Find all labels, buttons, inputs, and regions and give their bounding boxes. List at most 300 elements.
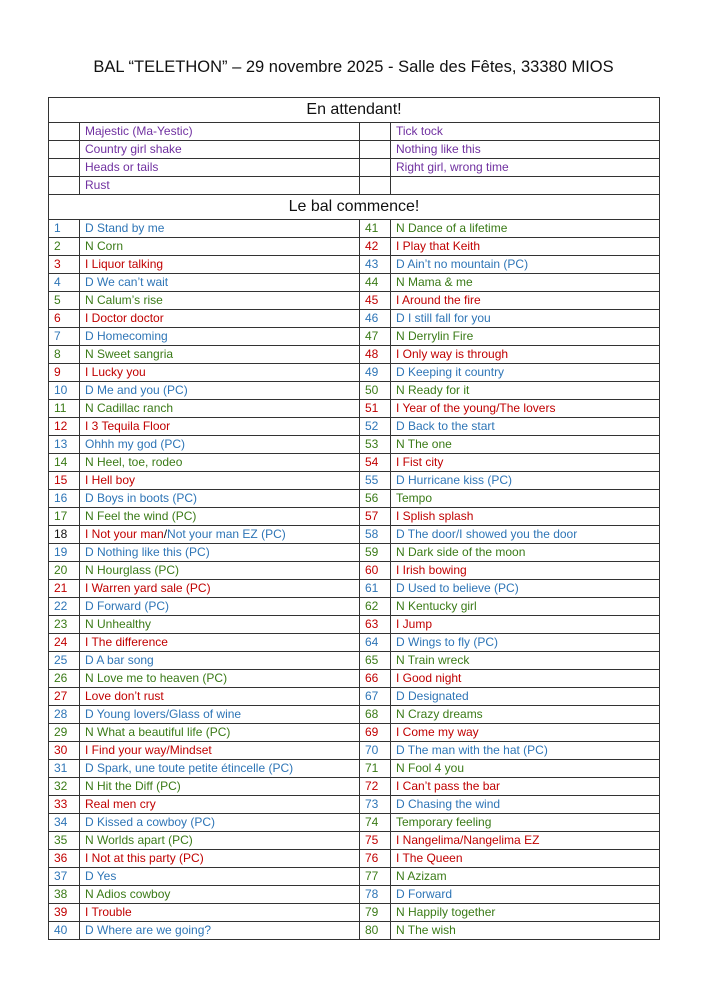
song-title-cell [391, 850, 660, 868]
song-title-cell [391, 508, 660, 526]
song-row [49, 472, 660, 490]
ball-header-row [49, 195, 660, 220]
song-title: N Worlds apart (PC) [85, 833, 193, 847]
song-row [49, 238, 660, 256]
song-title: N Mama & me [396, 275, 473, 289]
song-number: 25 [49, 652, 80, 670]
song-title: I Lucky you [85, 365, 146, 379]
song-title-cell [391, 670, 660, 688]
song-row [49, 274, 660, 292]
song-number: 66 [360, 670, 391, 688]
song-number: 15 [49, 472, 80, 490]
song-number: 41 [360, 220, 391, 238]
song-title-cell [80, 634, 360, 652]
song-number: 5 [49, 292, 80, 310]
song-title-cell [80, 814, 360, 832]
song-number: 70 [360, 742, 391, 760]
song-title-cell [80, 850, 360, 868]
empty-cell [360, 177, 391, 195]
song-number: 57 [360, 508, 391, 526]
song-title: I Nangelima/Nangelima EZ [396, 833, 540, 847]
playlist-body [49, 98, 660, 940]
song-row [49, 436, 660, 454]
song-title-cell [80, 472, 360, 490]
song-title: D Where are we going? [85, 923, 212, 937]
song-title-cell [80, 328, 360, 346]
song-title-cell [391, 562, 660, 580]
song-title: I Not at this party (PC) [85, 851, 204, 865]
song-number: 4 [49, 274, 80, 292]
song-row [49, 850, 660, 868]
song-number: 40 [49, 922, 80, 940]
song-number: 11 [49, 400, 80, 418]
empty-cell [360, 159, 391, 177]
song-number: 39 [49, 904, 80, 922]
song-title: D The man with the hat (PC) [396, 743, 548, 757]
song-title: N Fool 4 you [396, 761, 465, 775]
song-title: N Calum’s rise [85, 293, 163, 307]
song-number: 36 [49, 850, 80, 868]
song-number: 69 [360, 724, 391, 742]
song-number: 22 [49, 598, 80, 616]
song-row [49, 796, 660, 814]
song-title-cell [80, 436, 360, 454]
song-number: 51 [360, 400, 391, 418]
song-number: 31 [49, 760, 80, 778]
song-row [49, 382, 660, 400]
song-title: D Back to the start [396, 419, 495, 433]
song-title-cell [80, 508, 360, 526]
song-row [49, 634, 660, 652]
empty-cell [360, 123, 391, 141]
song-title-cell [391, 454, 660, 472]
song-number: 73 [360, 796, 391, 814]
song-row [49, 904, 660, 922]
song-number: 53 [360, 436, 391, 454]
song-title-cell [80, 454, 360, 472]
song-title: Real men cry [85, 797, 156, 811]
song-title-cell [391, 922, 660, 940]
song-title-cell [391, 526, 660, 544]
song-title: D A bar song [85, 653, 154, 667]
song-number: 18 [49, 526, 80, 544]
song-row [49, 256, 660, 274]
song-row [49, 580, 660, 598]
song-title: D The door/I showed you the door [396, 527, 578, 541]
song-row [49, 724, 660, 742]
song-number: 49 [360, 364, 391, 382]
song-number: 68 [360, 706, 391, 724]
song-title: N Kentucky girl [396, 599, 477, 613]
song-title-cell [80, 418, 360, 436]
song-number: 72 [360, 778, 391, 796]
song-title: I The difference [85, 635, 168, 649]
song-title-cell [391, 616, 660, 634]
song-title: N Hourglass (PC) [85, 563, 180, 577]
song-title-cell [80, 886, 360, 904]
song-number: 47 [360, 328, 391, 346]
song-number: 77 [360, 868, 391, 886]
song-title-cell [391, 868, 660, 886]
song-number: 3 [49, 256, 80, 274]
song-title-cell [391, 886, 660, 904]
song-title-cell [80, 526, 360, 544]
song-title-cell [80, 292, 360, 310]
song-number: 32 [49, 778, 80, 796]
song-title-cell [391, 598, 660, 616]
song-title: N Azizam [396, 869, 447, 883]
empty-cell [49, 159, 80, 177]
song-title: I Only way is through [396, 347, 509, 361]
song-number: 52 [360, 418, 391, 436]
song-title: I Hell boy [85, 473, 136, 487]
song-title-cell [80, 706, 360, 724]
song-title: I Liquor talking [85, 257, 164, 271]
song-title-cell [391, 418, 660, 436]
song-row [49, 562, 660, 580]
song-title: D Kissed a cowboy (PC) [85, 815, 216, 829]
song-row [49, 400, 660, 418]
song-title-cell [391, 292, 660, 310]
song-title: D I still fall for you [396, 311, 491, 325]
song-number: 17 [49, 508, 80, 526]
waiting-song: Nothing like this [391, 141, 660, 159]
empty-cell [49, 123, 80, 141]
song-title: N Unhealthy [85, 617, 152, 631]
song-title: / [163, 527, 168, 541]
song-number: 79 [360, 904, 391, 922]
song-title: D Yes [85, 869, 117, 883]
song-number: 63 [360, 616, 391, 634]
ball-heading: Le bal commence! [49, 195, 660, 220]
song-title: I Year of the young/The lovers [396, 401, 556, 415]
song-title-cell [391, 814, 660, 832]
song-title-cell [80, 490, 360, 508]
song-title-cell [391, 724, 660, 742]
song-title-cell [391, 274, 660, 292]
song-title-cell [80, 274, 360, 292]
song-title: N Corn [85, 239, 124, 253]
song-title-cell [391, 328, 660, 346]
song-number: 9 [49, 364, 80, 382]
song-title-cell [391, 760, 660, 778]
song-title: I Play that Keith [396, 239, 481, 253]
song-number: 16 [49, 490, 80, 508]
song-title: Tempo [396, 491, 433, 505]
song-title-cell [391, 688, 660, 706]
song-row [49, 346, 660, 364]
page-title: BAL “TELETHON” – 29 novembre 2025 - Salle des Fêtes, 33380 MIOS [93, 58, 614, 76]
song-row [49, 706, 660, 724]
song-title-cell [391, 778, 660, 796]
song-title-cell [80, 778, 360, 796]
song-title: D Hurricane kiss (PC) [396, 473, 513, 487]
song-title: D Keeping it country [396, 365, 505, 379]
song-title-cell [80, 688, 360, 706]
waiting-song [391, 177, 660, 195]
song-number: 67 [360, 688, 391, 706]
waiting-row [49, 177, 660, 195]
song-title: D Young lovers/Glass of wine [85, 707, 242, 721]
song-number: 2 [49, 238, 80, 256]
song-row [49, 364, 660, 382]
song-title: D Wings to fly (PC) [396, 635, 499, 649]
song-title-cell [80, 310, 360, 328]
song-title: D Forward (PC) [85, 599, 170, 613]
song-title-cell [80, 220, 360, 238]
song-title: I Good night [396, 671, 462, 685]
song-number: 27 [49, 688, 80, 706]
song-number: 65 [360, 652, 391, 670]
song-title-cell [391, 346, 660, 364]
song-row [49, 886, 660, 904]
song-number: 8 [49, 346, 80, 364]
song-row [49, 742, 660, 760]
song-title-cell [80, 796, 360, 814]
song-title-cell [80, 346, 360, 364]
song-title: D Designated [396, 689, 469, 703]
song-title-cell [80, 742, 360, 760]
waiting-song: Rust [80, 177, 360, 195]
song-title-cell [391, 742, 660, 760]
song-row [49, 652, 660, 670]
song-title: D Me and you (PC) [85, 383, 188, 397]
song-title-cell [80, 544, 360, 562]
waiting-song: Heads or tails [80, 159, 360, 177]
song-number: 20 [49, 562, 80, 580]
song-title-cell [391, 256, 660, 274]
song-title-cell [391, 310, 660, 328]
song-number: 13 [49, 436, 80, 454]
song-title: I Warren yard sale (PC) [85, 581, 211, 595]
song-title: Ohhh my god (PC) [85, 437, 186, 451]
song-number: 37 [49, 868, 80, 886]
song-number: 23 [49, 616, 80, 634]
song-title: D Chasing the wind [396, 797, 501, 811]
song-number: 71 [360, 760, 391, 778]
song-title-cell [80, 364, 360, 382]
song-title: I Irish bowing [396, 563, 467, 577]
waiting-song: Majestic (Ma-Yestic) [80, 123, 360, 141]
song-title: I Find your way/Mindset [85, 743, 212, 757]
song-title-cell [391, 652, 660, 670]
song-title-cell [391, 490, 660, 508]
song-title: I The Queen [396, 851, 463, 865]
song-title: N Happily together [396, 905, 496, 919]
song-row [49, 490, 660, 508]
song-number: 33 [49, 796, 80, 814]
song-title-cell [80, 256, 360, 274]
song-number: 29 [49, 724, 80, 742]
song-row [49, 328, 660, 346]
song-title: I Come my way [396, 725, 479, 739]
song-row [49, 814, 660, 832]
song-number: 1 [49, 220, 80, 238]
song-title-cell [391, 382, 660, 400]
song-title: D Nothing like this (PC) [85, 545, 210, 559]
song-row [49, 598, 660, 616]
song-row [49, 778, 660, 796]
empty-cell [49, 141, 80, 159]
song-row [49, 526, 660, 544]
song-row [49, 508, 660, 526]
song-number: 54 [360, 454, 391, 472]
waiting-song: Tick tock [391, 123, 660, 141]
song-number: 78 [360, 886, 391, 904]
song-number: 48 [360, 346, 391, 364]
song-title: N Heel, toe, rodeo [85, 455, 183, 469]
song-title: D Stand by me [85, 221, 165, 235]
song-title-cell [391, 400, 660, 418]
song-title: Temporary feeling [396, 815, 492, 829]
song-row [49, 616, 660, 634]
song-title-cell [80, 868, 360, 886]
song-title-cell [80, 832, 360, 850]
song-number: 58 [360, 526, 391, 544]
song-title-cell [391, 832, 660, 850]
song-row [49, 418, 660, 436]
song-title: I Fist city [396, 455, 444, 469]
song-row [49, 760, 660, 778]
song-number: 24 [49, 634, 80, 652]
song-title: N Dance of a lifetime [396, 221, 508, 235]
song-title-cell [391, 634, 660, 652]
song-title: Love don’t rust [85, 689, 164, 703]
song-row [49, 310, 660, 328]
waiting-header-row [49, 98, 660, 123]
song-title: N Crazy dreams [396, 707, 483, 721]
song-title-cell [391, 904, 660, 922]
song-number: 10 [49, 382, 80, 400]
song-number: 30 [49, 742, 80, 760]
song-title-cell [80, 922, 360, 940]
song-number: 74 [360, 814, 391, 832]
song-title-cell [80, 562, 360, 580]
song-number: 6 [49, 310, 80, 328]
song-title-cell [391, 436, 660, 454]
song-number: 62 [360, 598, 391, 616]
song-number: 19 [49, 544, 80, 562]
song-title-cell [391, 796, 660, 814]
song-title-cell [80, 904, 360, 922]
song-number: 55 [360, 472, 391, 490]
song-title: D Used to believe (PC) [396, 581, 519, 595]
song-number: 35 [49, 832, 80, 850]
song-title: N Derrylin Fire [396, 329, 474, 343]
song-row [49, 832, 660, 850]
song-title-cell [391, 580, 660, 598]
song-title-cell [391, 238, 660, 256]
song-row [49, 670, 660, 688]
song-title-cell [80, 238, 360, 256]
song-title: D Ain’t no mountain (PC) [396, 257, 529, 271]
empty-cell [360, 141, 391, 159]
song-title: I 3 Tequila Floor [85, 419, 171, 433]
song-row [49, 544, 660, 562]
song-title: D We can’t wait [85, 275, 169, 289]
song-title-cell [391, 364, 660, 382]
song-title-cell [80, 652, 360, 670]
song-number: 76 [360, 850, 391, 868]
empty-cell [49, 177, 80, 195]
song-title: I Around the fire [396, 293, 481, 307]
playlist-table [48, 97, 660, 940]
song-number: 59 [360, 544, 391, 562]
song-title-cell [80, 382, 360, 400]
song-row [49, 220, 660, 238]
song-number: 64 [360, 634, 391, 652]
song-number: 34 [49, 814, 80, 832]
song-title: I Jump [396, 617, 433, 631]
song-title: N Cadillac ranch [85, 401, 174, 415]
song-number: 60 [360, 562, 391, 580]
song-row [49, 868, 660, 886]
song-title-cell [80, 616, 360, 634]
song-row [49, 292, 660, 310]
song-title: N Love me to heaven (PC) [85, 671, 228, 685]
song-title-cell [80, 724, 360, 742]
song-number: 50 [360, 382, 391, 400]
waiting-song: Right girl, wrong time [391, 159, 660, 177]
song-number: 80 [360, 922, 391, 940]
song-number: 28 [49, 706, 80, 724]
waiting-song: Country girl shake [80, 141, 360, 159]
song-title-cell [80, 670, 360, 688]
song-title: Not your man EZ (PC) [167, 527, 286, 541]
song-number: 26 [49, 670, 80, 688]
song-title-cell [80, 580, 360, 598]
song-number: 56 [360, 490, 391, 508]
song-title: N Ready for it [396, 383, 470, 397]
song-number: 45 [360, 292, 391, 310]
song-title: N Sweet sangria [85, 347, 174, 361]
song-title: I Splish splash [396, 509, 474, 523]
song-row [49, 688, 660, 706]
song-number: 12 [49, 418, 80, 436]
song-title-cell [80, 598, 360, 616]
song-title: D Forward [396, 887, 453, 901]
song-title-cell [391, 706, 660, 724]
song-title: N What a beautiful life (PC) [85, 725, 231, 739]
waiting-row [49, 123, 660, 141]
song-number: 75 [360, 832, 391, 850]
song-title: I Doctor doctor [85, 311, 164, 325]
song-number: 44 [360, 274, 391, 292]
song-title: I Not your man [85, 527, 164, 541]
song-number: 42 [360, 238, 391, 256]
song-title-cell [391, 472, 660, 490]
song-number: 14 [49, 454, 80, 472]
song-title: N The one [396, 437, 452, 451]
song-title: N Adios cowboy [85, 887, 171, 901]
song-title: D Boys in boots (PC) [85, 491, 198, 505]
song-title: N Feel the wind (PC) [85, 509, 197, 523]
song-title: N The wish [396, 923, 456, 937]
song-row [49, 454, 660, 472]
waiting-row [49, 141, 660, 159]
song-title: D Homecoming [85, 329, 168, 343]
song-title: N Dark side of the moon [396, 545, 526, 559]
waiting-heading: En attendant! [49, 98, 660, 123]
song-number: 7 [49, 328, 80, 346]
song-number: 46 [360, 310, 391, 328]
song-number: 43 [360, 256, 391, 274]
song-title-cell [80, 400, 360, 418]
song-number: 21 [49, 580, 80, 598]
song-number: 61 [360, 580, 391, 598]
song-title: N Hit the Diff (PC) [85, 779, 181, 793]
song-title: I Can’t pass the bar [396, 779, 501, 793]
